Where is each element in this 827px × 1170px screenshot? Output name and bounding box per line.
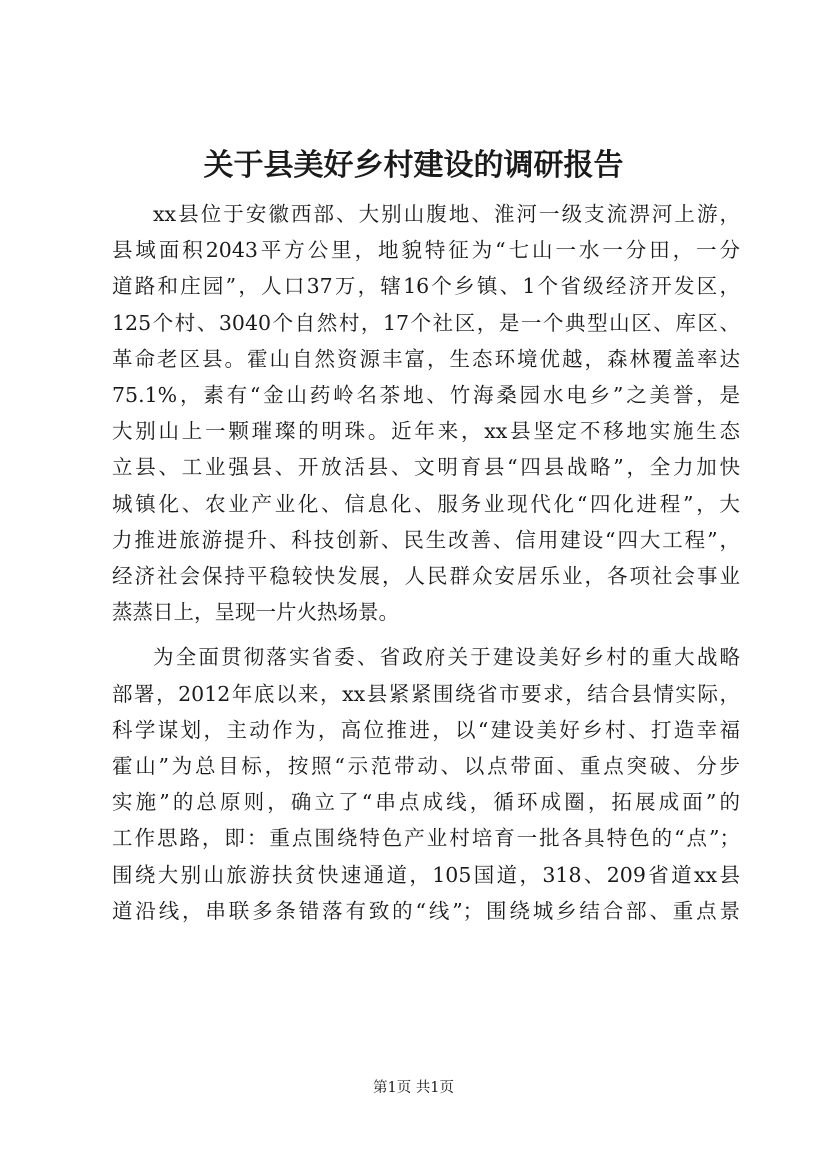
paragraph-line: 为全面贯彻落实省委、省政府关于建设美好乡村的重大战略 xyxy=(153,645,740,670)
paragraph-line: 立县、工业强县、开放活县、文明育县“四县战略”，全力加快 xyxy=(112,455,740,480)
paragraph-line: 霍山”为总目标，按照“示范带动、以点带面、重点突破、分步 xyxy=(112,754,740,779)
paragraph-line: 围绕大别山旅游扶贫快速通道，105国道，318、209省道xx县 xyxy=(112,862,740,887)
paragraph-line: 道沿线，串联多条错落有致的“线”；围绕城乡结合部、重点景 xyxy=(112,898,740,923)
paragraph-line: 科学谋划，主动作为，高位推进，以“建设美好乡村、打造幸福 xyxy=(112,717,740,742)
document-body xyxy=(112,196,740,929)
paragraph-line: 实施”的总原则，确立了“串点成线，循环成圈，拓展成面”的 xyxy=(112,790,740,815)
paragraph-line: 75.1%，素有“金山药岭名茶地、竹海桑园水电乡”之美誉，是 xyxy=(112,383,740,408)
paragraph-line: 部署，2012年底以来，xx县紧紧围绕省市要求，结合县情实际， xyxy=(112,681,740,706)
paragraph-line: 大别山上一颗璀璨的明珠。近年来，xx县坚定不移地实施生态 xyxy=(112,419,740,444)
paragraph-line: 工作思路，即：重点围绕特色产业村培育一批各具特色的“点”； xyxy=(112,826,740,851)
document-title: 关于县美好乡村建设的调研报告 xyxy=(203,148,624,183)
paragraph-line: 革命老区县。霍山自然资源丰富，生态环境优越，森林覆盖率达 xyxy=(112,346,740,371)
paragraph-line: 县域面积2043平方公里，地貌特征为“七山一水一分田，一分 xyxy=(112,238,740,263)
paragraph-line: 125个村、3040个自然村，17个社区，是一个典型山区、库区、 xyxy=(112,310,740,335)
paragraph-line: 力推进旅游提升、科技创新、民生改善、信用建设“四大工程”， xyxy=(112,527,740,552)
paragraph-line: 蒸蒸日上，呈现一片火热场景。 xyxy=(112,600,399,625)
paragraph-line: 道路和庄园”，人口37万，辖16个乡镇、1个省级经济开发区， xyxy=(112,274,740,299)
paragraph-2 xyxy=(112,639,740,929)
paragraph-1 xyxy=(112,196,740,630)
paragraph-line: 经济社会保持平稳较快发展，人民群众安居乐业，各项社会事业 xyxy=(112,564,740,589)
paragraph-line: xx县位于安徽西部、大别山腹地、淮河一级支流淠河上游， xyxy=(153,202,740,226)
page-footer: 第1页 共1页 xyxy=(372,1080,455,1096)
paragraph-line: 城镇化、农业产业化、信息化、服务业现代化“四化进程”，大 xyxy=(112,491,740,516)
